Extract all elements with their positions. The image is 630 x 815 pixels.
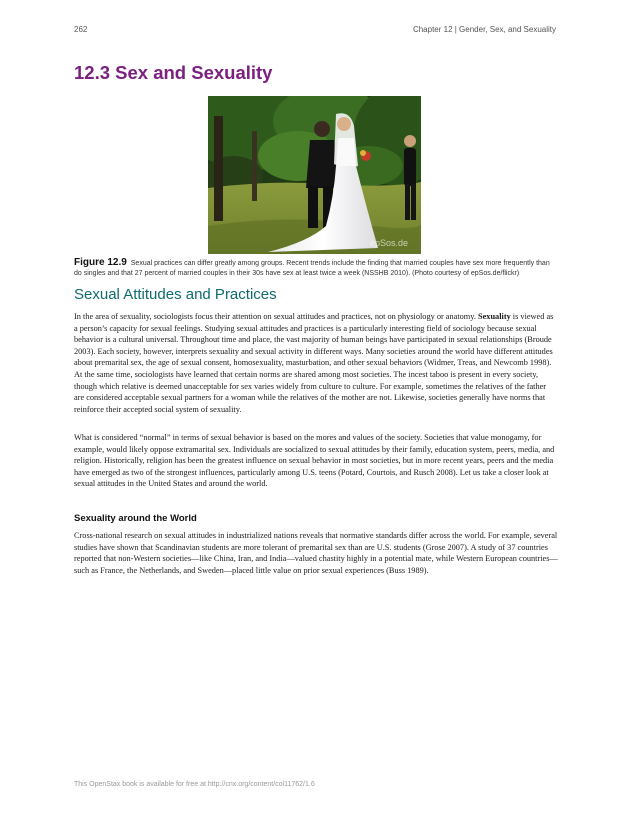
paragraph bbox=[74, 311, 558, 415]
paragraph: What is considered “normal” in terms of sexual behavior is based on the mores and values of the society. Societies that value monogamy, for example, would likely oppose extramarital sex. Individuals are socialized to sexual attitudes by their family, education system, peers, media, and religion. Historically, religion has been the greatest influence on sexual behavior in most societies, but in more recent years, peers and the media have emerged as two of the strongest influences, particularly among U.S. teens (Potard, Courtois, and Rusch 2008). Let us take a closer look at sexual attitudes in the United States and around the world. bbox=[74, 433, 555, 489]
wedding-photo bbox=[208, 96, 421, 254]
key-term: Sexuality bbox=[478, 312, 511, 321]
page-footer: This OpenStax book is available for free at http://cnx.org/content/col11762/1.6 bbox=[74, 781, 315, 788]
page-number: 262 bbox=[74, 25, 88, 34]
figure-caption bbox=[74, 258, 558, 279]
paragraph-rest: is viewed as a person’s capacity for sexual feelings. Studying sexual attitudes and practices is a particularly interesting field of sociology because sexual behavior is a cultural universal. Throughout time and place, the vast majority of human beings have participated in sexual relationships (Broude 2003). Each society, however, interprets sexuality and sexual activity in different ways. Many societies around the world have different attitudes about premarital sex, the age of sexual consent, homosexuality, masturbation, and other sexual behaviors (Widmer, Treas, and Newcomb 1998). At the same time, sociologists have learned that certain norms are shared among most societies. The incest taboo is present in every society, though which relative is deemed unacceptable for sex varies widely from culture to culture. For example, sometimes the relatives of the father are considered acceptable sexual partners for a woman while the relatives of the mother are not. Likewise, societies generally have norms that reinforce their accepted social system of sexuality. bbox=[74, 312, 554, 414]
paragraph-lead: In the area of sexuality, sociologists focus their attention on sexual attitudes and practices, not on physiology or anatomy. bbox=[74, 312, 478, 321]
figure-label: Figure 12.9 bbox=[74, 257, 127, 268]
page-header bbox=[74, 25, 556, 37]
subsubsection-title: Sexuality around the World bbox=[74, 513, 197, 524]
figure-caption-text: Sexual practices can differ greatly among groups. Recent trends include the finding that married couples have sex more frequently than do singles and that 27 percent of married couples in their 30s have sex at least twice a week (NSSHB 2010). (Photo courtesy of epSos.de/flickr) bbox=[74, 260, 550, 277]
paragraph: Cross-national research on sexual attitudes in industrialized nations reveals that normative standards differ across the world. For example, several studies have shown that Scandinavian students are more tolerant of premarital sex than are U.S. students (Grose 2007). A study of 37 countries reported that non-Western societies—like China, Iran, and India—valued chastity highly in a potential mate, while Western European countries—such as France, the Netherlands, and Sweden—placed little value on prior sexual experiences (Buss 1989). bbox=[74, 531, 558, 575]
subsection-title: Sexual Attitudes and Practices bbox=[74, 286, 277, 303]
chapter-title: Chapter 12 | Gender, Sex, and Sexuality bbox=[412, 25, 556, 34]
section-title: 12.3 Sex and Sexuality bbox=[74, 62, 273, 83]
photo-watermark: epSos.de bbox=[370, 238, 409, 248]
